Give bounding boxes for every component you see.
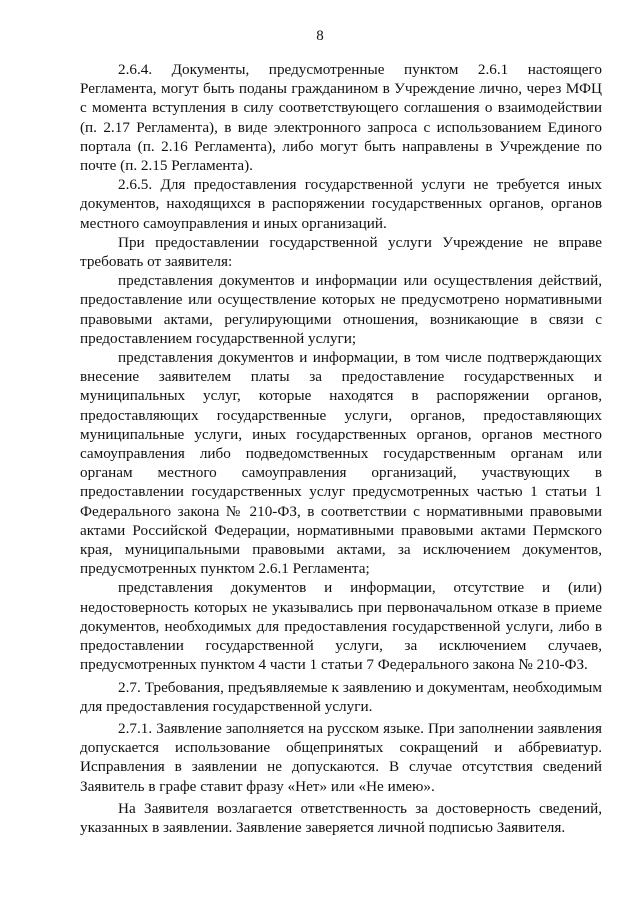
document-body [80,60,602,837]
paragraph-2-6-4: 2.6.4. Документы, предусмотренные пунктом 2.6.1 настоящего Регламента, могут быть поданы гражданином в Учреждение лично, через МФЦ с момента вступления в силу соответствующего соглашения о взаимодействии (п. 2.17 Регламента), в виде электронного запроса с использованием Единого портала (п. 2.16 Регламента), либо могут быть направлены в Учреждение по почте (п. 2.15 Регламента). [80,61,602,175]
paragraph-2-6-5: 2.6.5. Для предоставления государственной услуги не требуется иных документов, находящихся в распоряжении государственных органов, органов местного самоуправления и иных организаций. [80,176,602,232]
paragraph-applicant-responsibility: На Заявителя возлагается ответственность за достоверность сведений, указанных в заявлении. Заявление заверяется личной подписью Заявителя. [80,799,602,836]
paragraph-prohibition-item-2: представления документов и информации, в том числе подтверждающих внесение заявителем платы за предоставление государственных и муниципальных услуг, которые находятся в распоряжении органов, предоставляющих государственные услуги, органов, предоставляющих муниципальные услуги, иных государственных органов, органов местного самоуправления либо подведомственных государственным органам или органам местного самоуправления организаций, участвующих в предоставлении государственных услуг предусмотренных частью 1 статьи 1 Федерального закона № 210-ФЗ, в соответствии с нормативными правовыми актами Российской Федерации, нормативными правовыми актами Пермского края, муниципальными правовыми актами, за исключением документов, предусмотренных пунктом 2.6.1 Регламента; [80,349,602,578]
paragraph-prohibition-intro: При предоставлении государственной услуги Учреждение не вправе требовать от заявителя: [80,233,602,271]
paragraph-prohibition-item-1: представления документов и информации или осуществления действий, предоставление или осуществление которых не предусмотрено нормативными правовыми актами, регулирующими отношения, возникающие в связи с предоставлением государственной услуги; [80,272,602,347]
page-number: 8 [316,28,324,44]
paragraph-2-7-1: 2.7.1. Заявление заполняется на русском языке. При заполнении заявления допускается использование общепринятых сокращений и аббревиатур. Исправления в заявлении не допускаются. В случае отсутствия сведений Заявитель в графе ставит фразу «Нет» или «Не имею». [80,719,602,795]
paragraph-prohibition-item-3: представления документов и информации, отсутствие и (или) недостоверность которых не указывались при первоначальном отказе в приеме документов, необходимых для предоставления государственной услуги, либо в предоставлении государственной услуги, за исключением случаев, предусмотренных пунктом 4 части 1 статьи 7 Федерального закона № 210-ФЗ. [80,579,602,674]
paragraph-2-7: 2.7. Требования, предъявляемые к заявлению и документам, необходимым для предоставления государственной услуги. [80,678,602,715]
